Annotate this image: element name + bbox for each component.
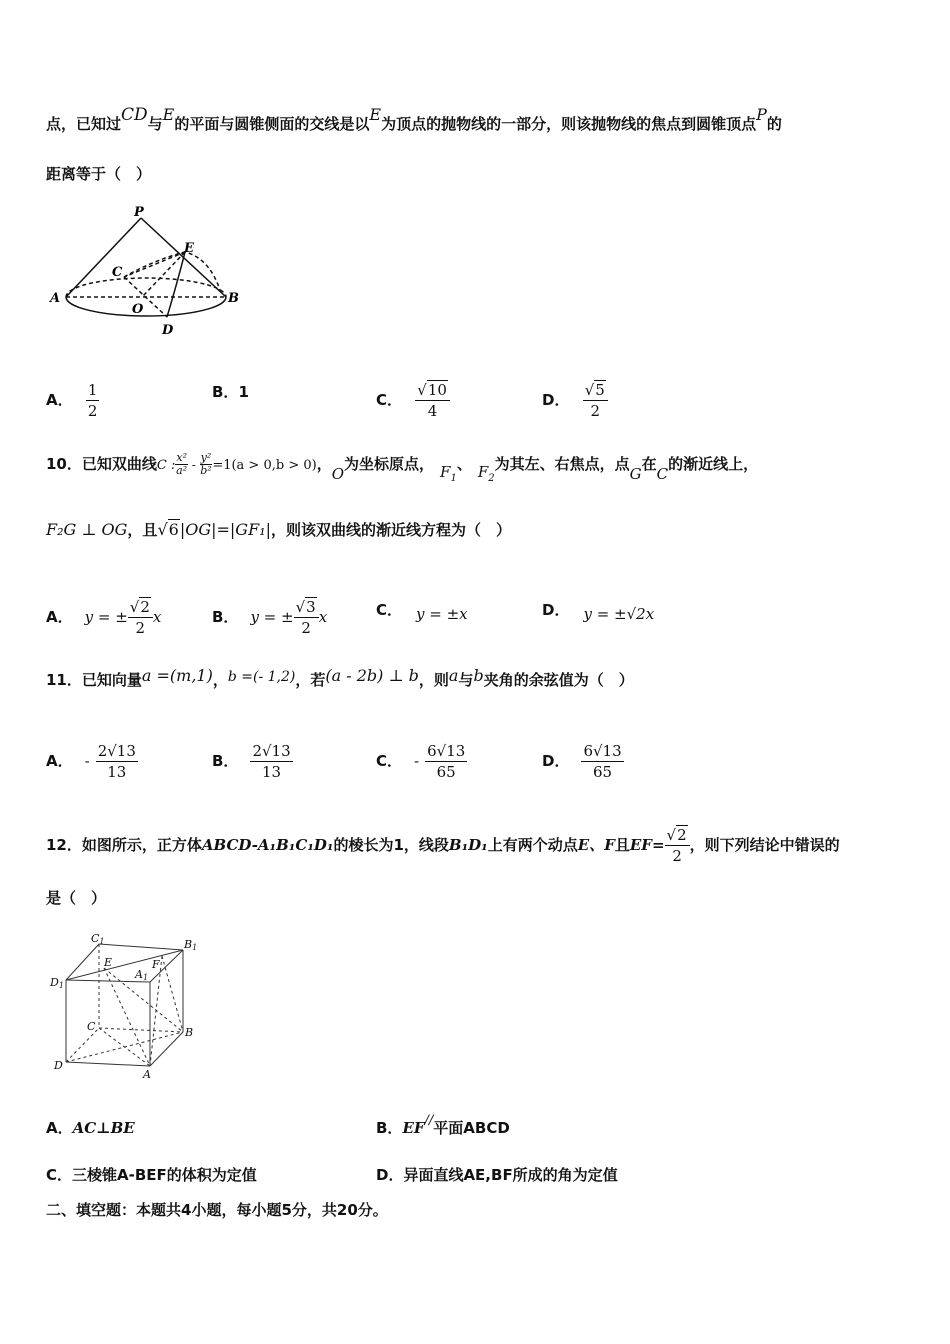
label-a: A	[143, 1068, 151, 1080]
label-d: D	[54, 1059, 63, 1072]
edge-ab	[150, 1032, 183, 1066]
fraction: $\frac{√5}{2}$	[583, 381, 608, 420]
fraction: $\frac{√2}{2}$	[665, 826, 690, 865]
q11-line1: 11．已知向量a =(m,1)，b =(- 1,2)，若(a - 2b) ⊥ b，则a与b夹角的余弦值为（ ）	[46, 666, 634, 689]
label-f: F	[152, 958, 160, 971]
q10-line1: 10．已知双曲线C : $\frac{\text{x²}}{\text{a²}}$ - $\frac{\text{y²}}{\text{b²}}$ =1(a > 0,b > 0)，O为坐标原点， $F_1$、 $F_2$为其左、右焦点，点G在C的渐近线上，	[46, 451, 759, 484]
label-a1: A1	[135, 968, 149, 982]
label-b1: B1	[184, 938, 198, 952]
fraction-x2-a2: $\frac{\text{x²}}{\text{a²}}$	[176, 451, 188, 477]
q10-option-a[interactable]: A． y = ± $\frac{√2}{2}$ x	[46, 598, 162, 637]
label-e: E	[184, 241, 194, 256]
cone-edge-left	[66, 218, 141, 297]
label-d: D	[162, 323, 174, 338]
q10-option-c[interactable]: C． y = ±x	[376, 601, 468, 623]
q9-option-b[interactable]: B．1	[212, 383, 249, 401]
q11-option-d[interactable]: D． $\frac{6√13}{65}$	[542, 742, 622, 781]
q11-option-b[interactable]: B． $\frac{2√13}{13}$	[212, 742, 291, 781]
base-front-arc	[66, 297, 226, 316]
q10-line2: F₂G ⊥ OG，且√6|OG|=|GF₁|，则该双曲线的渐近线方程为（ ）	[46, 520, 512, 539]
q12-option-b[interactable]: B．EF//平面ABCD	[376, 1113, 510, 1137]
q12-option-a[interactable]: A．AC⊥BE	[46, 1119, 135, 1137]
edge-cb	[99, 1028, 183, 1032]
fraction: $\frac{2√13}{13}$	[97, 742, 136, 781]
q9-option-a[interactable]: A． $\frac{1}{2}$	[46, 381, 98, 420]
q9-option-c[interactable]: C． $\frac{√10}{4}$	[376, 381, 450, 420]
q12-option-d[interactable]: D．异面直线AE,BF所成的角为定值	[376, 1166, 618, 1184]
fraction: $\frac{√2}{2}$	[128, 598, 153, 637]
q12-option-c[interactable]: C．三棱锥A-BEF的体积为定值	[46, 1166, 257, 1184]
label-a: A	[50, 291, 61, 306]
fraction: $\frac{√10}{4}$	[415, 381, 450, 420]
line-ae	[104, 968, 150, 1066]
fraction: $\frac{6√13}{65}$	[427, 742, 466, 781]
q11-option-a[interactable]: A． - $\frac{2√13}{13}$	[46, 742, 136, 781]
label-b: B	[228, 291, 239, 306]
section-2-heading: 二、填空题：本题共4小题，每小题5分，共20分。	[46, 1201, 388, 1219]
q10-option-d[interactable]: D． y = ±√2x	[542, 601, 655, 623]
diag-ca	[99, 1028, 150, 1066]
line-ec	[124, 252, 185, 277]
label-c1: C1	[91, 932, 105, 946]
fraction: $\frac{6√13}{65}$	[583, 742, 622, 781]
label-c: C	[112, 265, 123, 280]
cube-figure	[44, 928, 214, 1080]
edge-dc	[66, 1028, 99, 1062]
label-o: O	[132, 302, 144, 317]
q12-line2: 是（ ）	[46, 889, 107, 907]
parabola-curve	[167, 252, 185, 317]
label-p: P	[134, 205, 144, 220]
label-b: B	[185, 1026, 194, 1039]
label-d1: D1	[50, 976, 64, 990]
fraction: $\frac{1}{2}$	[87, 381, 98, 420]
label-c: C	[87, 1020, 96, 1033]
label-e: E	[104, 956, 113, 969]
edge-c1b1	[99, 944, 183, 950]
q9-line1: 点，已知过CD与E的平面与圆锥侧面的交线是以E为顶点的抛物线的一部分，则该抛物线的焦点到圆锥顶点P的	[46, 105, 782, 133]
q10-option-b[interactable]: B． y = ± $\frac{√3}{2}$ x	[212, 598, 328, 637]
q11-option-c[interactable]: C． - $\frac{6√13}{65}$	[376, 742, 466, 781]
edge-da	[66, 1062, 150, 1066]
fraction: $\frac{2√13}{13}$	[252, 742, 291, 781]
q9-option-d[interactable]: D． $\frac{√5}{2}$	[542, 381, 608, 420]
diag-d1b1	[66, 950, 183, 980]
fraction-y2-b2: $\frac{\text{y²}}{\text{b²}}$	[200, 451, 212, 477]
fraction: $\frac{√3}{2}$	[294, 598, 319, 637]
cone-figure	[44, 200, 254, 340]
q9-line2: 距离等于（ ）	[46, 165, 152, 183]
edge-d1c1	[66, 944, 99, 980]
q12-line1: 12．如图所示，正方体ABCD-A₁B₁C₁D₁的棱长为1，线段B₁D₁上有两个动点E、F且EF= $\frac{√2}{2}$ ，则下列结论中错误的	[46, 826, 840, 865]
base-back-arc	[66, 278, 226, 297]
